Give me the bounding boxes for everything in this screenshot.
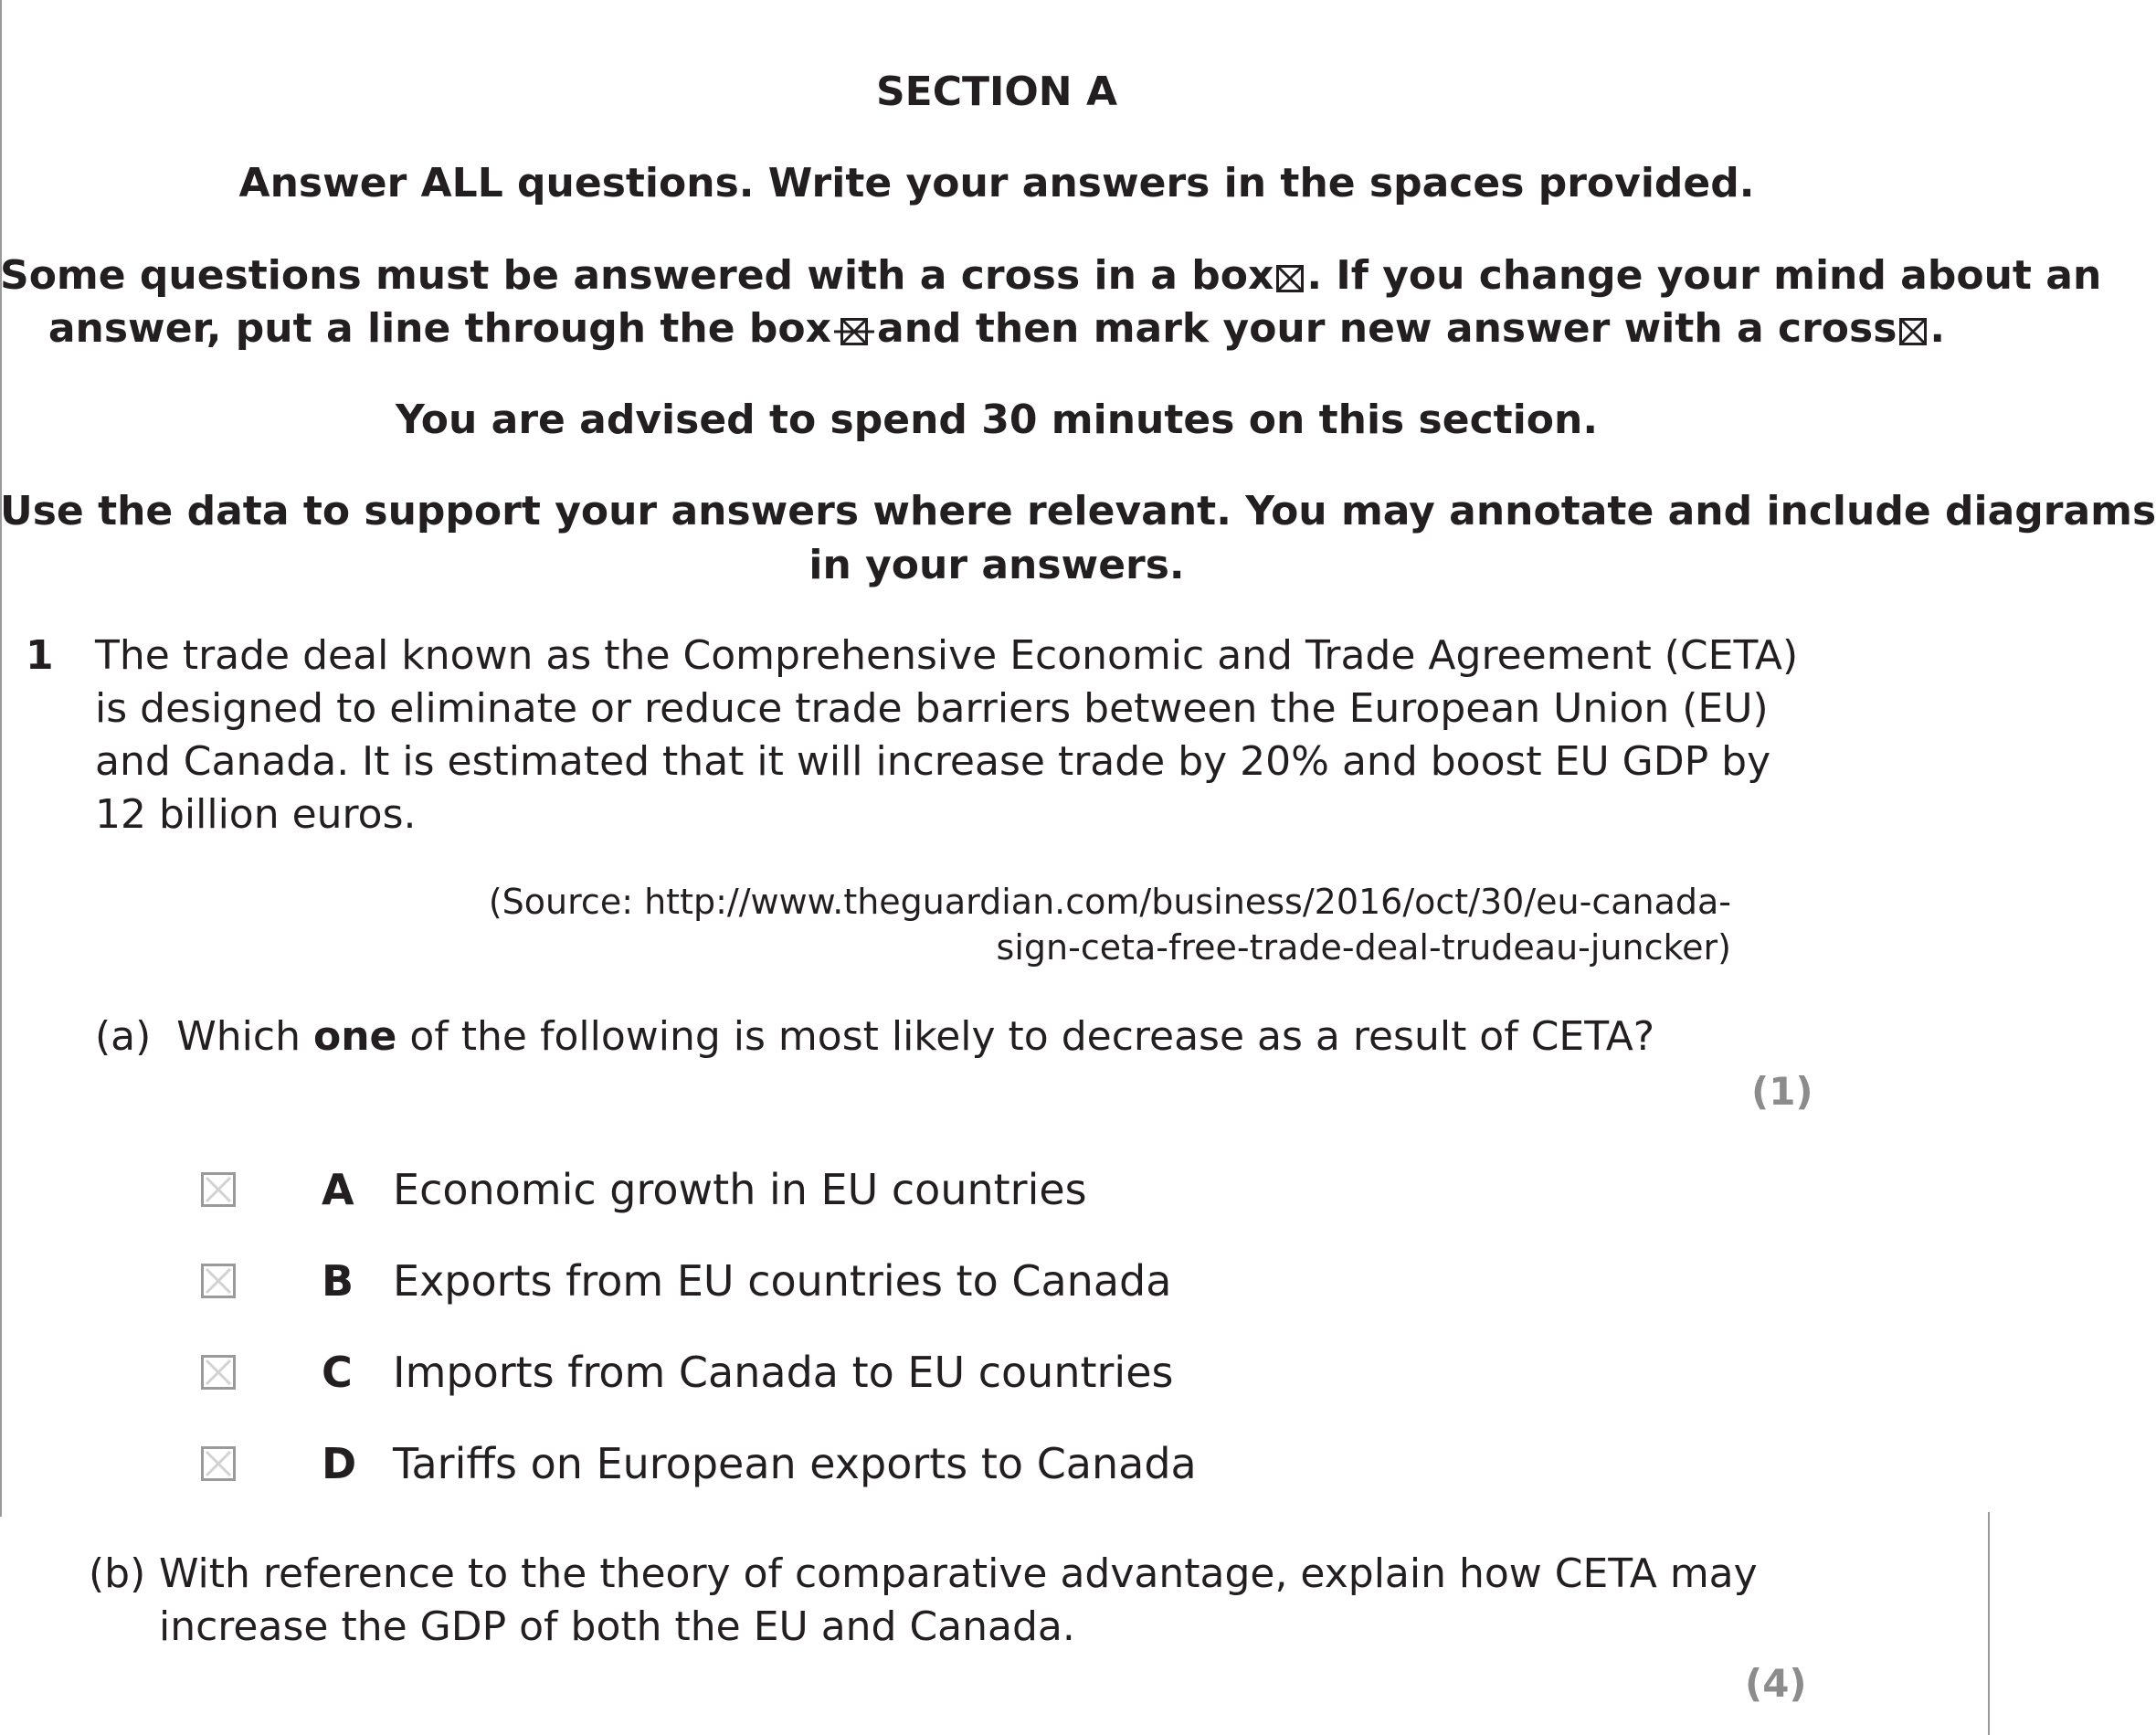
crossed-box-icon	[1276, 265, 1304, 292]
answer-checkbox[interactable]	[201, 1264, 236, 1298]
part-a-label: (a)	[95, 1013, 152, 1060]
question-number: 1	[26, 632, 54, 679]
option-b[interactable]	[201, 1254, 1171, 1308]
instruction-data-line-2: in your answers.	[808, 542, 1185, 588]
left-margin-rule	[0, 0, 2, 1517]
option-letter: C	[322, 1348, 353, 1397]
stem-line: and Canada. It is estimated that it will increase trade by 20% and boost EU GDP by	[95, 738, 1771, 785]
stem-line: The trade deal known as the Comprehensive Economic and Trade Agreement (CETA)	[95, 632, 1799, 679]
stem-line: is designed to eliminate or reduce trade barriers between the European Union (EU)	[95, 685, 1769, 732]
option-d[interactable]	[201, 1436, 1197, 1491]
option-text: Economic growth in EU countries	[393, 1165, 1087, 1214]
instruction-answer-all: Answer ALL questions. Write your answers in the spaces provided.	[238, 160, 1755, 206]
section-title: SECTION A	[875, 69, 1118, 115]
instruction-time: You are advised to spend 30 minutes on this section.	[395, 397, 1599, 443]
part-a-question: (a) Which one of the following is most likely to decrease as a result of CETA?	[95, 1013, 1655, 1060]
instruction-cross-line-1: Some questions must be answered with a cross in a box . If you change your mind about an	[0, 252, 2102, 299]
part-a-marks: (1)	[1751, 1069, 1813, 1114]
struck-box-icon	[834, 318, 874, 345]
option-text: Exports from EU countries to Canada	[393, 1256, 1172, 1306]
part-b-question: With reference to the theory of comparative advantage, explain how CETA may increase the GDP of both the EU and Canada.	[159, 1550, 1758, 1650]
option-letter: D	[322, 1439, 357, 1488]
instruction-cross-line-2: answer, put a line through the box and then mark your new answer with a cross .	[48, 305, 1946, 352]
part-b-label: (b)	[89, 1550, 146, 1597]
answer-checkbox[interactable]	[201, 1446, 236, 1481]
stem-line: 12 billion euros.	[95, 791, 417, 838]
instruction-data-line-1: Use the data to support your answers where relevant. You may annotate and include diagrams	[0, 488, 2156, 534]
answer-checkbox[interactable]	[201, 1355, 236, 1390]
option-letter: B	[322, 1256, 354, 1306]
option-text: Imports from Canada to EU countries	[393, 1348, 1174, 1397]
option-letter: A	[322, 1165, 354, 1214]
answer-checkbox[interactable]	[201, 1172, 236, 1207]
part-b-marks: (4)	[1745, 1661, 1807, 1706]
question-stem	[95, 629, 1798, 841]
option-a[interactable]	[201, 1162, 1087, 1217]
option-c[interactable]	[201, 1345, 1173, 1400]
crossed-box-icon	[1899, 318, 1927, 345]
option-text: Tariffs on European exports to Canada	[393, 1439, 1197, 1488]
right-margin-rule	[1988, 1512, 1990, 1735]
source-citation: (Source: http://www.theguardian.com/business/2016/oct/30/eu-canada- sign-ceta-free-trade-deal-trudeau-juncker)	[488, 882, 1731, 968]
